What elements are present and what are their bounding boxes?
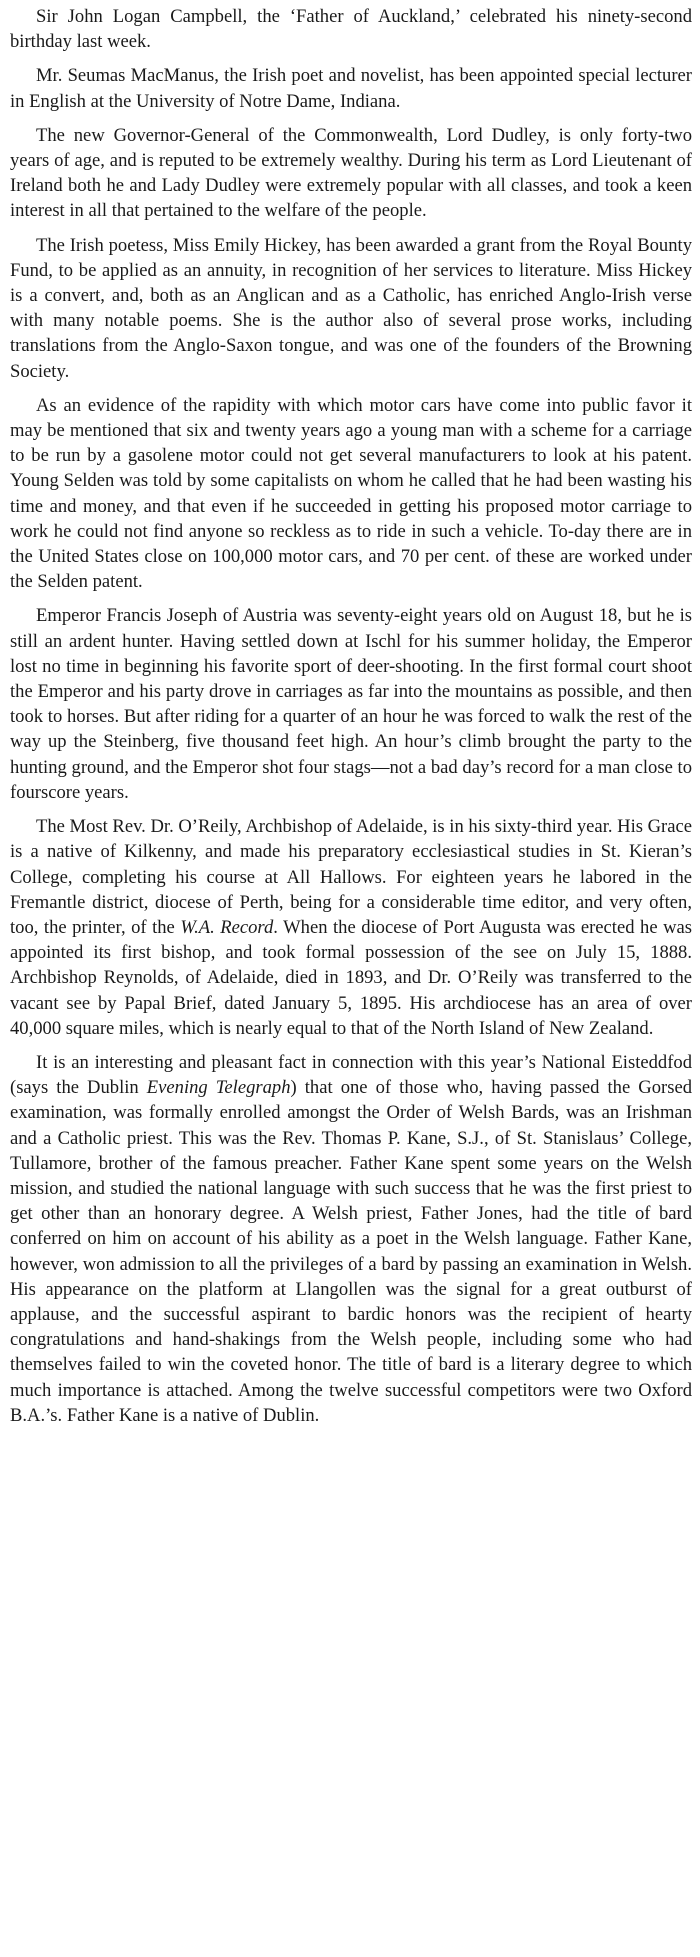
- paragraph-macmanus: [10, 63, 692, 113]
- paragraph-hickey: [10, 233, 692, 384]
- paragraph-text: Emperor Francis Joseph of Austria was seventy-eight years old on August 18, but he is still an ardent hunter. Having settled down at Ischl for his summer holiday, the Emperor lost no time in beginning his favorite sport of deer-shooting. In the first formal court shoot the Emperor and his party drove in carriages as far into the mountains as possible, and then took to horses. But after riding for a quarter of an hour he was forced to walk the rest of the way up the Steinberg, five thousand feet high. An hour’s climb brought the party to the hunting ground, and the Emperor shot four stags—not a bad day’s record for a man close to fourscore years.: [10, 605, 692, 803]
- paragraph-text: As an evidence of the rapidity with which motor cars have come into public favor it may be mentioned that six and twenty years ago a young man with a scheme for a carriage to be run by a gasolene motor could not get several manufacturers to look at his patent. Young Selden was told by some capitalists on whom he called that he had been wasting his time and money, and that even if he succeeded in getting his proposed motor carriage to work he could not find anyone so reckless as to ride in such a vehicle. To-day there are in the United States close on 100,000 motor cars, and 70 per cent. of these are worked under the Selden patent.: [10, 394, 692, 593]
- paragraph-dudley: [10, 123, 692, 224]
- paragraph-italic-title: Evening Telegraph: [146, 1077, 291, 1099]
- paragraph-motor-cars: [10, 393, 692, 595]
- paragraph-text: The Most Rev. Dr. O’Reily, Archbishop of Adelaide, is in his sixty-third year. His Grace is a native of Kilkenny, and made his preparatory ecclesiastical studies in St. Kieran’s College, completing his course at All Hallows. For eighteen years he labored in the Fremantle district, diocese of Perth, being for a considerable time editor, and very often, too, the printer, of the: [10, 816, 693, 938]
- news-column: [10, 4, 692, 1428]
- paragraph-text: . When the diocese of Port Augusta was erected he was appointed its first bishop, and took formal possession of the see on July 15, 1888. Archbishop Reynolds, of Adelaide, died in 1893, and Dr. O’Reily was transferred to the vacant see by Papal Brief, dated January 5, 1895. His archdiocese has an area of over 40,000 square miles, which is nearly equal to that of the North Island of New Zealand.: [10, 916, 692, 1039]
- paragraph-text: It is an interesting and pleasant fact in connection with this year’s National Eisteddfod (says the Dublin: [10, 1051, 692, 1099]
- paragraph-text: The Irish poetess, Miss Emily Hickey, has been awarded a grant from the Royal Bounty Fund, to be applied as an annuity, in recognition of her services to literature. Miss Hickey is a convert, and, both as an Anglican and as a Catholic, has enriched Anglo-Irish verse with many notable poems. She is the author also of several prose works, including translations from the Anglo-Saxon tongue, and was one of the founders of the Browning Society.: [10, 234, 692, 382]
- paragraph-italic-title: W.A. Record: [180, 916, 274, 938]
- paragraph-oreily: [10, 814, 692, 1041]
- paragraph-text: ) that one of those who, having passed the Gorsed examination, was formally enrolled amongst the Order of Welsh Bards, was an Irishman and a Catholic priest. This was the Rev. Thomas P. Kane, S.J., of St. Stanislaus’ College, Tullamore, brother of the famous preacher. Father Kane spent some years on the Welsh mission, and studied the national language with such success that he was the first priest to get other than an honorary degree. A Welsh priest, Father Jones, had the title of bard conferred on him on account of his ability as a poet in the Welsh language. Father Kane, however, won admission to all the privileges of a bard by passing an examination in Welsh. His appearance on the platform at Llangollen was the signal for a great outburst of applause, and the successful aspirant to bardic honors was the recipient of hearty congratulations and hand-shakings from the Welsh people, including some who had themselves failed to win the coveted honor. The title of bard is a literary degree to which much importance is attached. Among the twelve successful competitors were two Oxford B.A.’s. Father Kane is a native of Dublin.: [10, 1077, 692, 1426]
- paragraph-text: Sir John Logan Campbell, the ‘Father of Auckland,’ celebrated his ninety-second birthday last week.: [10, 6, 692, 53]
- paragraph-emperor: [10, 603, 692, 805]
- paragraph-eisteddfod: [10, 1050, 692, 1428]
- paragraph-text: The new Governor-General of the Commonwealth, Lord Dudley, is only forty-two years of age, and is reputed to be extremely wealthy. During his term as Lord Lieutenant of Ireland both he and Lady Dudley were extremely popular with all classes, and took a keen interest in all that pertained to the welfare of the people.: [10, 124, 692, 222]
- paragraph-text: Mr. Seumas MacManus, the Irish poet and novelist, has been appointed special lecturer in English at the University of Notre Dame, Indiana.: [10, 65, 692, 112]
- paragraph-campbell: [10, 4, 692, 54]
